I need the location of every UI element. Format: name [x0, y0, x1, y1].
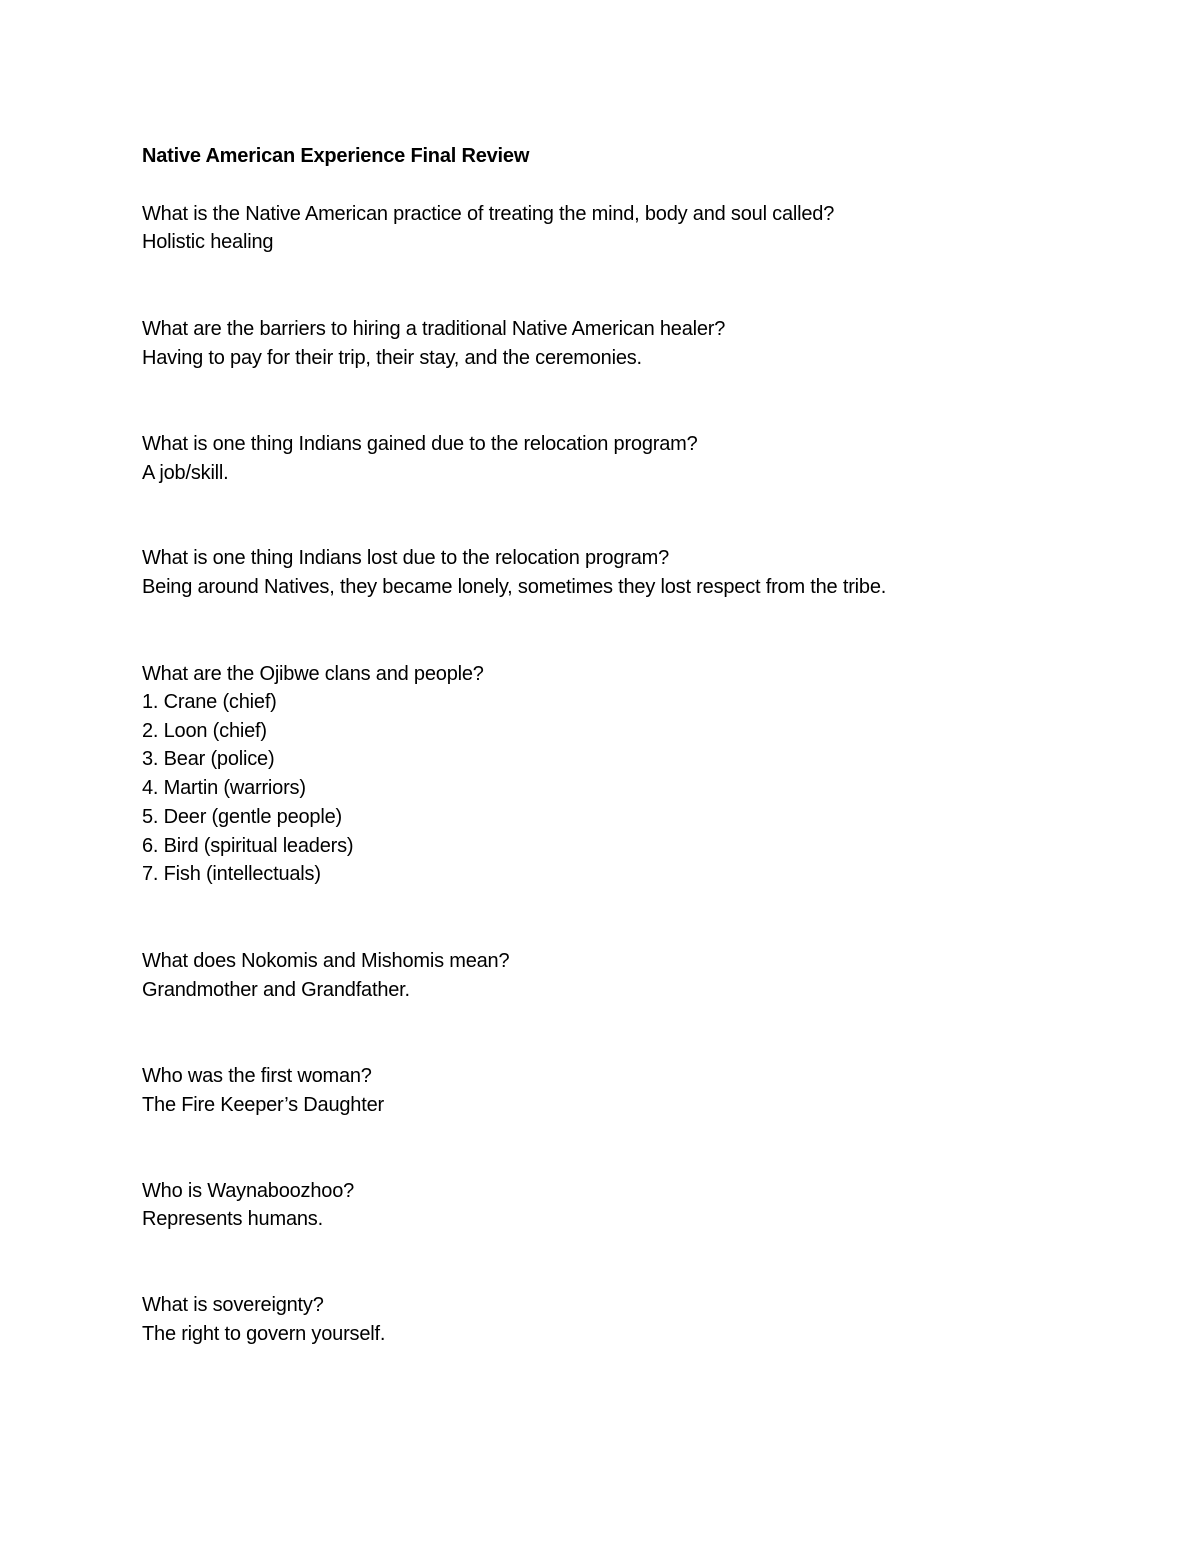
question-4: What is one thing Indians lost due to the relocation program?: [142, 547, 670, 569]
list-item: 7. Fish (intellectuals): [142, 863, 321, 885]
list-item: 6. Bird (spiritual leaders): [142, 835, 354, 857]
question-5: What are the Ojibwe clans and people?: [142, 663, 484, 685]
answer-4: Being around Natives, they became lonely, sometimes they lost respect from the tribe.: [142, 576, 887, 598]
list-item: 1. Crane (chief): [142, 691, 277, 713]
list-item: 2. Loon (chief): [142, 720, 267, 742]
answer-3: A job/skill.: [142, 462, 229, 484]
question-3: What is one thing Indians gained due to the relocation program?: [142, 433, 698, 455]
question-2: What are the barriers to hiring a traditional Native American healer?: [142, 318, 726, 340]
list-item: 3. Bear (police): [142, 748, 275, 770]
answer-6: Grandmother and Grandfather.: [142, 979, 410, 1001]
question-9: What is sovereignty?: [142, 1294, 324, 1316]
question-6: What does Nokomis and Mishomis mean?: [142, 950, 510, 972]
question-7: Who was the first woman?: [142, 1065, 372, 1087]
answer-8: Represents humans.: [142, 1208, 323, 1230]
document-title: Native American Experience Final Review: [142, 145, 530, 167]
question-8: Who is Waynaboozhoo?: [142, 1180, 355, 1202]
answer-7: The Fire Keeper’s Daughter: [142, 1094, 384, 1116]
question-1: What is the Native American practice of treating the mind, body and soul called?: [142, 203, 835, 225]
answer-1: Holistic healing: [142, 231, 274, 253]
list-item: 4. Martin (warriors): [142, 777, 306, 799]
answer-2: Having to pay for their trip, their stay, and the ceremonies.: [142, 347, 642, 369]
list-item: 5. Deer (gentle people): [142, 806, 342, 828]
answer-9: The right to govern yourself.: [142, 1323, 386, 1345]
